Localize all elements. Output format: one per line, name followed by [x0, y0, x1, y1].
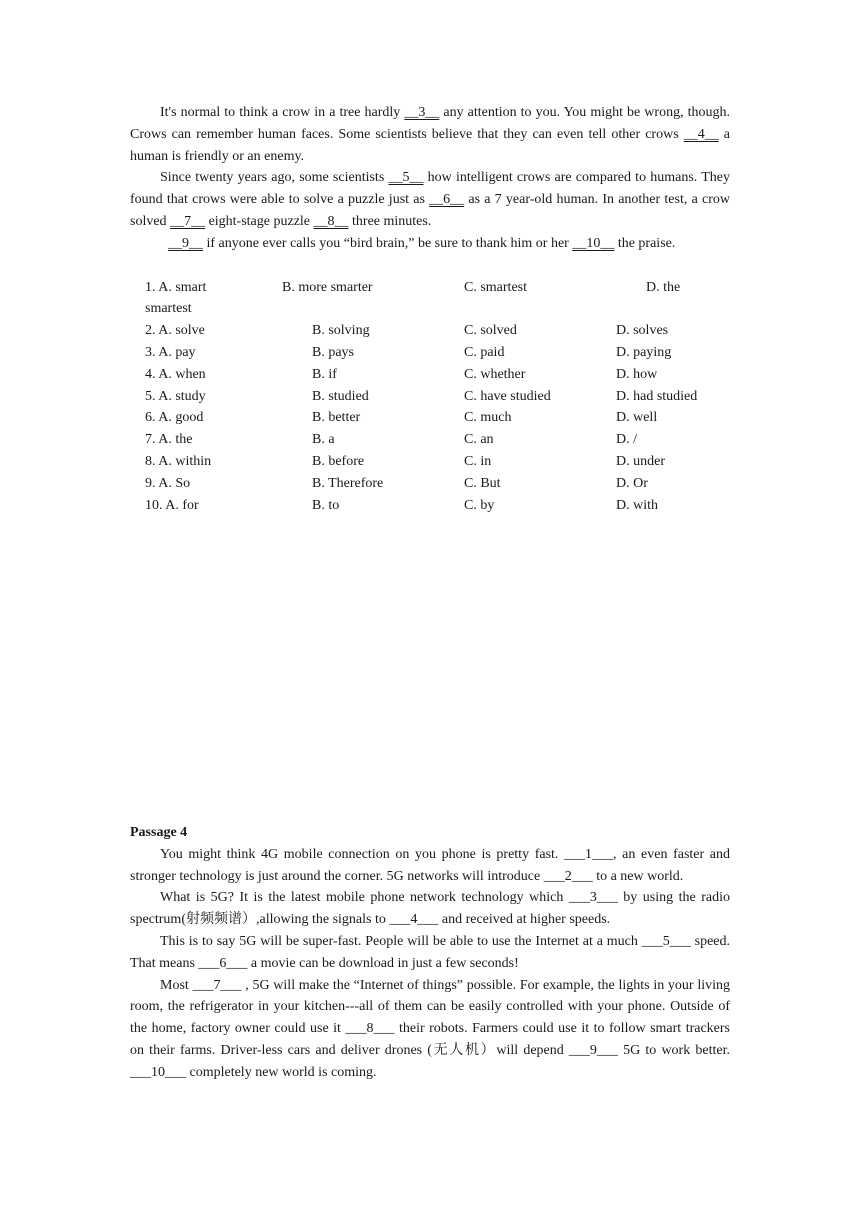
passage-4-title: Passage 4: [130, 825, 188, 840]
passage-4-paragraph-3: This is to say 5G will be super-fast. People will be able to use the Internet at a much ___5___ speed. That means ___6___ a movie can be download in just a few seconds!: [130, 933, 730, 971]
passage-4-paragraph-1: You might think 4G mobile connection on you phone is pretty fast. ___1___, an even faster and stronger technology is just around the corner. 5G networks will introduce ___2___ to a new world.: [130, 846, 730, 884]
answer-options: [145, 277, 730, 517]
passage-3-paragraph-1: It's normal to think a crow in a tree hardly __3__ any attention to you. You might be wrong, though. Crows can remember human faces. Some scientists believe that they can even tell other crows __4__ a human is friendly or an enemy.: [130, 105, 730, 164]
blank-4: __4__: [683, 126, 719, 142]
blank-9: __9__: [168, 235, 203, 251]
option-row-8: 8. A. within B. before C. in D. under: [145, 453, 665, 469]
option-row-6: 6. A. good B. better C. much D. well: [145, 410, 658, 426]
passage-4-paragraph-4: Most ___7___ , 5G will make the “Internet of things” possible. For example, the lights in your living room, the refrigerator in your kitchen---all of them can be easily controlled with your phone. Outside of the home, factory owner could use it ___8___ their robots. Farmers could use it to follow smart trackers on their farms. Driver-less cars and deliver drones (无人机）will depend ___9___ 5G to work better. ___10___ completely new world is coming.: [130, 977, 730, 1080]
option-row-7: 7. A. the B. a C. an D. /: [145, 432, 637, 448]
option-row-5: 5. A. study B. studied C. have studied D. had studied: [145, 388, 698, 404]
passage-3-paragraph-2: Since twenty years ago, some scientists __5__ how intelligent crows are compared to humans. They found that crows were able to solve a puzzle just as __6__ as a 7 year-old human. In another test, a crow solved __7__ eight-stage puzzle __8__ three minutes.: [130, 170, 730, 229]
passage-4: [130, 822, 730, 1084]
option-row-1: 1. A. smart B. more smarter C. smartest D. the: [145, 279, 681, 295]
blank-7: __7__: [170, 213, 206, 229]
option-row-1-wrap: smartest: [145, 301, 192, 317]
blank-10: __10__: [572, 235, 615, 251]
option-row-3: 3. A. pay B. pays C. paid D. paying: [145, 344, 672, 360]
passage-4-paragraph-2: What is 5G? It is the latest mobile phone network technology which ___3___ by using the radio spectrum(射频频谱）,allowing the signals to ___4___ and received at higher speeds.: [130, 890, 730, 928]
passage-3: [130, 102, 730, 516]
blank-3: __3__: [404, 105, 440, 120]
blank-8: __8__: [313, 213, 349, 229]
option-row-10: 10. A. for B. to C. by D. with: [145, 497, 658, 513]
passage-3-paragraph-3: __9__ if anyone ever calls you “bird brain,” be sure to thank him or her __10__ the praise.: [168, 235, 676, 251]
option-row-9: 9. A. So B. Therefore C. But D. Or: [145, 475, 648, 491]
blank-5: __5__: [388, 170, 424, 186]
option-row-4: 4. A. when B. if C. whether D. how: [145, 366, 658, 382]
option-row-2: 2. A. solve B. solving C. solved D. solves: [145, 323, 669, 339]
blank-6: __6__: [429, 192, 465, 208]
